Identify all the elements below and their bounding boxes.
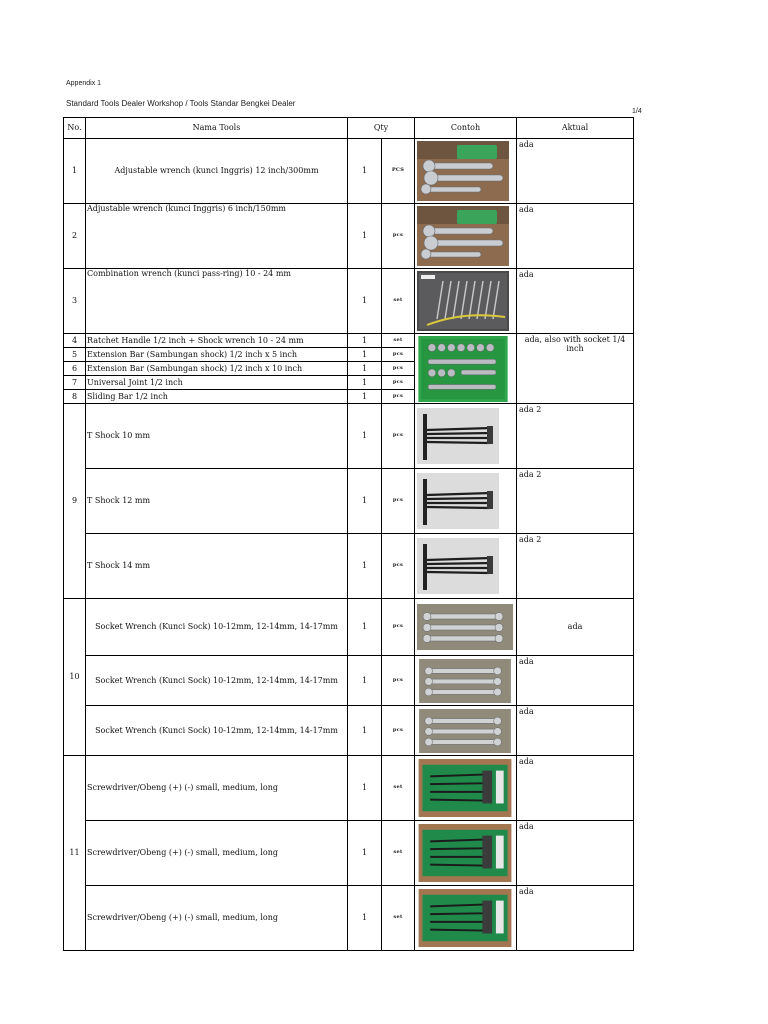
- qty-unit: PCS: [382, 139, 415, 204]
- qty-unit: pcs: [382, 348, 415, 362]
- table-header-row: [64, 118, 634, 139]
- qty-unit: pcs: [382, 362, 415, 376]
- table-row: [64, 469, 634, 534]
- combination-wrench-set-photo: [415, 269, 517, 334]
- aktual-value: ada: [517, 886, 634, 951]
- tool-name: Adjustable wrench (kunci Inggris) 12 inch/300mm: [86, 139, 348, 204]
- table-row: [64, 404, 634, 469]
- qty-value: 1: [348, 534, 382, 599]
- table-row: [64, 886, 634, 951]
- qty-unit: pcs: [382, 404, 415, 469]
- tool-name: T Shock 10 mm: [86, 404, 348, 469]
- socket-wrench-photo: [415, 599, 517, 656]
- table-row: [64, 756, 634, 821]
- qty-unit: pcs: [382, 204, 415, 269]
- table-row: [64, 139, 634, 204]
- t-shock-wrench-photo: [415, 534, 517, 599]
- qty-value: 1: [348, 886, 382, 951]
- qty-value: 1: [348, 756, 382, 821]
- row-number: 6: [64, 362, 86, 376]
- row-number: 7: [64, 376, 86, 390]
- tool-name: Screwdriver/Obeng (+) (-) small, medium, long: [86, 821, 348, 886]
- table-row: [64, 821, 634, 886]
- aktual-value: ada 2: [517, 404, 634, 469]
- qty-unit: set: [382, 334, 415, 348]
- tool-name: Screwdriver/Obeng (+) (-) small, medium, long: [86, 886, 348, 951]
- row-number: 4: [64, 334, 86, 348]
- socket-wrench-photo: [415, 706, 517, 756]
- qty-unit: pcs: [382, 599, 415, 656]
- tool-name: Sliding Bar 1/2 inch: [86, 390, 348, 404]
- qty-value: 1: [348, 390, 382, 404]
- table-row: [64, 656, 634, 706]
- qty-value: 1: [348, 656, 382, 706]
- qty-unit: set: [382, 269, 415, 334]
- aktual-value: ada: [517, 599, 634, 656]
- aktual-value: ada: [517, 204, 634, 269]
- screwdriver-set-photo: [415, 886, 517, 951]
- qty-value: 1: [348, 204, 382, 269]
- row-number: 9: [64, 404, 86, 599]
- qty-unit: pcs: [382, 706, 415, 756]
- qty-unit: pcs: [382, 469, 415, 534]
- appendix-label: Appendix 1: [66, 80, 102, 87]
- t-shock-wrench-photo: [415, 404, 517, 469]
- socket-set-case-photo: [415, 334, 517, 404]
- qty-unit: pcs: [382, 390, 415, 404]
- screwdriver-set-photo: [415, 756, 517, 821]
- tools-table: [63, 117, 634, 951]
- qty-value: 1: [348, 599, 382, 656]
- tool-name: T Shock 12 mm: [86, 469, 348, 534]
- table-row: [64, 204, 634, 269]
- aktual-value: ada, also with socket 1/4 inch: [517, 334, 634, 404]
- table-row: [64, 706, 634, 756]
- tool-name: Extension Bar (Sambungan shock) 1/2 inch x 10 inch: [86, 362, 348, 376]
- row-number: 11: [64, 756, 86, 951]
- qty-unit: pcs: [382, 376, 415, 390]
- adjustable-wrench-photo: [415, 204, 517, 269]
- tool-name: Socket Wrench (Kunci Sock) 10-12mm, 12-14mm, 14-17mm: [86, 706, 348, 756]
- page-number: 1/4: [632, 108, 642, 115]
- aktual-value: ada: [517, 821, 634, 886]
- tool-name: Socket Wrench (Kunci Sock) 10-12mm, 12-14mm, 14-17mm: [86, 599, 348, 656]
- qty-unit: pcs: [382, 656, 415, 706]
- table-row: [64, 599, 634, 656]
- table-row: [64, 334, 634, 348]
- qty-value: 1: [348, 362, 382, 376]
- tool-name: Extension Bar (Sambungan shock) 1/2 inch x 5 inch: [86, 348, 348, 362]
- qty-value: 1: [348, 706, 382, 756]
- qty-unit: set: [382, 821, 415, 886]
- aktual-value: ada 2: [517, 534, 634, 599]
- row-number: 3: [64, 269, 86, 334]
- tool-name: Universal Joint 1/2 inch: [86, 376, 348, 390]
- col-contoh-header: Contoh: [415, 118, 517, 139]
- table-row: [64, 269, 634, 334]
- aktual-value: ada: [517, 756, 634, 821]
- qty-value: 1: [348, 376, 382, 390]
- qty-value: 1: [348, 139, 382, 204]
- t-shock-wrench-photo: [415, 469, 517, 534]
- aktual-value: ada: [517, 706, 634, 756]
- col-qty-header: Qty: [348, 118, 415, 139]
- row-number: 2: [64, 204, 86, 269]
- col-aktual-header: Aktual: [517, 118, 634, 139]
- row-number: 5: [64, 348, 86, 362]
- qty-unit: set: [382, 886, 415, 951]
- aktual-value: ada: [517, 656, 634, 706]
- tool-name: Screwdriver/Obeng (+) (-) small, medium, long: [86, 756, 348, 821]
- aktual-value: ada: [517, 269, 634, 334]
- screwdriver-set-photo: [415, 821, 517, 886]
- qty-value: 1: [348, 269, 382, 334]
- aktual-value: ada: [517, 139, 634, 204]
- adjustable-wrench-photo: [415, 139, 517, 204]
- qty-value: 1: [348, 404, 382, 469]
- row-number: 8: [64, 390, 86, 404]
- tool-name: T Shock 14 mm: [86, 534, 348, 599]
- row-number: 10: [64, 599, 86, 756]
- tool-name: Adjustable wrench (kunci Inggris) 6 inch/150mm: [86, 204, 348, 269]
- qty-value: 1: [348, 469, 382, 534]
- col-name-header: Nama Tools: [86, 118, 348, 139]
- qty-value: 1: [348, 821, 382, 886]
- qty-unit: pcs: [382, 534, 415, 599]
- tool-name: Combination wrench (kunci pass-ring) 10 - 24 mm: [86, 269, 348, 334]
- qty-value: 1: [348, 348, 382, 362]
- socket-wrench-photo: [415, 656, 517, 706]
- aktual-value: ada 2: [517, 469, 634, 534]
- tool-name: Ratchet Handle 1/2 inch + Shock wrench 10 - 24 mm: [86, 334, 348, 348]
- tool-name: Socket Wrench (Kunci Sock) 10-12mm, 12-14mm, 14-17mm: [86, 656, 348, 706]
- table-row: [64, 534, 634, 599]
- row-number: 1: [64, 139, 86, 204]
- document-title: Standard Tools Dealer Workshop / Tools Standar Bengkei Dealer: [66, 99, 296, 108]
- qty-unit: set: [382, 756, 415, 821]
- qty-value: 1: [348, 334, 382, 348]
- col-no-header: No.: [64, 118, 86, 139]
